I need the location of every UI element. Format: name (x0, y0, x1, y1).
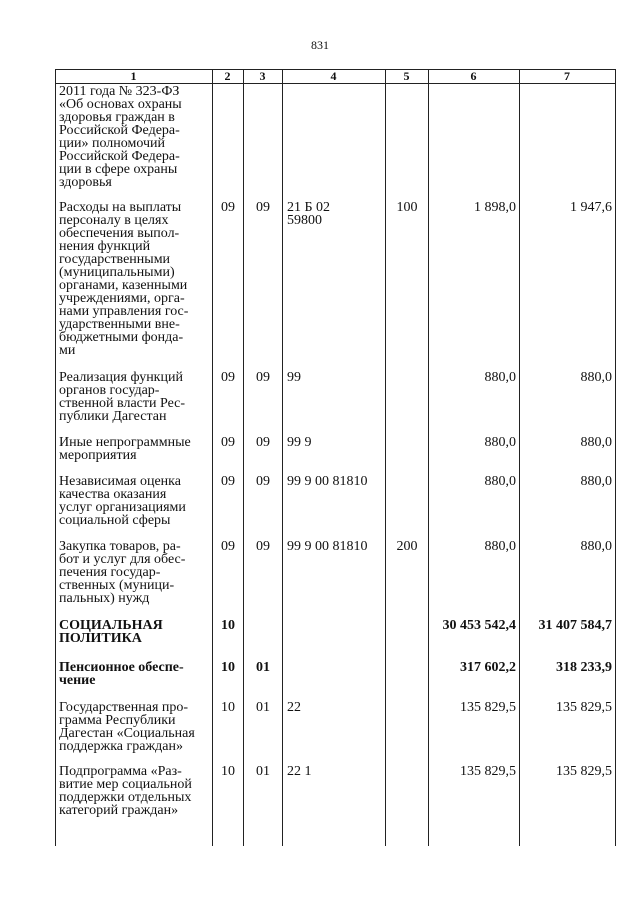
column-divider (282, 69, 283, 846)
row-amount-col6: 135 829,5 (460, 700, 516, 715)
row-amount-col7: 880,0 (580, 474, 612, 489)
row-amount-col6: 135 829,5 (460, 764, 516, 779)
row-amount-col7: 135 829,5 (556, 764, 612, 779)
row-name: Расходы на выплаты персоналу в целях обеспечения выпол- нения функций государственными (муниципальными) органами, казенными учреждениями, орга- нами управления гос- ударственными вне- бюджетными фонда- ми (59, 200, 189, 358)
row-amount-col6: 880,0 (484, 435, 516, 450)
row-name: Пенсионное обеспе- чение (59, 660, 184, 688)
row-amount-col7: 880,0 (580, 435, 612, 450)
row-name: Подпрограмма «Раз- витие мер социальной поддержки отдельных категорий граждан» (59, 764, 192, 818)
budget-table (55, 69, 616, 846)
row-amount-col6: 30 453 542,4 (442, 618, 516, 633)
column-divider (212, 69, 213, 846)
column-divider (428, 69, 429, 846)
row-name: Закупка товаров, ра- бот и услуг для обес- печения государ- ственных (муници- пальных) нужд (59, 539, 186, 606)
row-amount-col6: 1 898,0 (474, 200, 516, 215)
column-divider (519, 69, 520, 846)
row-subsection-code: 09 (256, 370, 270, 385)
header-col-4: 4 (330, 69, 337, 83)
row-section-code: 09 (221, 435, 235, 450)
header-col-3: 3 (259, 69, 266, 83)
row-section-code: 10 (221, 660, 235, 675)
row-name: Государственная про- грамма Республики Дагестан «Социальная поддержка граждан» (59, 700, 195, 754)
row-amount-col7: 1 947,6 (570, 200, 612, 215)
table-border-right (615, 69, 616, 846)
row-subsection-code: 09 (256, 539, 270, 554)
row-section-code: 10 (221, 618, 235, 633)
row-target-code: 99 9 00 81810 (287, 539, 368, 554)
row-subsection-code: 01 (256, 700, 270, 715)
row-amount-col7: 318 233,9 (556, 660, 612, 675)
row-target-code: 22 1 (287, 764, 312, 779)
row-amount-col6: 880,0 (484, 539, 516, 554)
row-target-code: 99 9 00 81810 (287, 474, 368, 489)
header-col-2: 2 (224, 69, 231, 83)
table-header-row (55, 69, 616, 84)
row-section-code: 09 (221, 200, 235, 215)
row-target-code: 99 9 (287, 435, 312, 450)
row-subsection-code: 09 (256, 474, 270, 489)
row-amount-col7: 135 829,5 (556, 700, 612, 715)
row-name: Независимая оценка качества оказания услуг организациями социальной сферы (59, 474, 186, 528)
row-amount-col7: 880,0 (580, 370, 612, 385)
row-amount-col6: 880,0 (484, 474, 516, 489)
row-section-code: 10 (221, 764, 235, 779)
row-expense-type: 200 (396, 539, 418, 554)
row-target-code: 22 (287, 700, 301, 715)
header-col-5: 5 (403, 69, 410, 83)
row-amount-col7: 31 407 584,7 (538, 618, 612, 633)
column-divider (243, 69, 244, 846)
row-section-code: 09 (221, 539, 235, 554)
column-divider (385, 69, 386, 846)
row-amount-col7: 880,0 (580, 539, 612, 554)
row-name: 2011 года № 323-ФЗ «Об основах охраны здоровья граждан в Российской Федера- ции» полномочий Российской Федера- ции в сфере охраны здоровья (59, 84, 182, 190)
row-expense-type: 100 (396, 200, 418, 215)
row-amount-col6: 317 602,2 (460, 660, 516, 675)
row-subsection-code: 01 (256, 660, 270, 675)
row-amount-col6: 880,0 (484, 370, 516, 385)
row-subsection-code: 09 (256, 200, 270, 215)
row-name: СОЦИАЛЬНАЯ ПОЛИТИКА (59, 618, 163, 646)
row-subsection-code: 09 (256, 435, 270, 450)
header-col-7: 7 (564, 69, 570, 83)
row-section-code: 09 (221, 370, 235, 385)
row-name: Реализация функций органов государ- ственной власти Рес- публики Дагестан (59, 370, 186, 424)
row-section-code: 10 (221, 700, 235, 715)
header-col-1: 1 (130, 69, 137, 83)
header-col-6: 6 (470, 69, 477, 83)
table-border-left (55, 69, 56, 846)
row-subsection-code: 01 (256, 764, 270, 779)
row-target-code: 21 Б 02 59800 (287, 200, 331, 228)
page-number: 831 (311, 38, 329, 52)
row-section-code: 09 (221, 474, 235, 489)
row-target-code: 99 (287, 370, 301, 385)
row-name: Иные непрограммные мероприятия (59, 435, 191, 463)
